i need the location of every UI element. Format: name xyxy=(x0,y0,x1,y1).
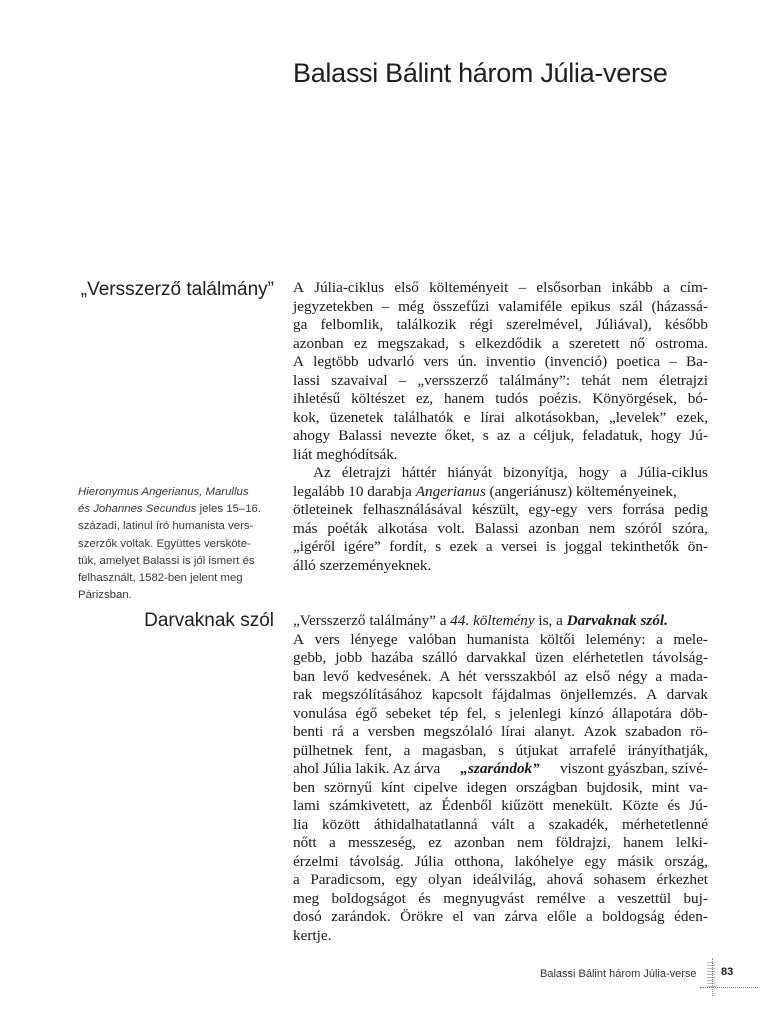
body-line: pülhetnek fent, a magasban, s útjukat arrafelé irányíthatják, xyxy=(293,741,708,759)
body-line: kok, üzenetek találhatók e lírai alkotásokban, „levelek” ezek, xyxy=(293,408,708,426)
footer-divider-vertical xyxy=(712,958,713,996)
body-line: Az életrajzi háttér hiányát bizonyítja, hogy a Júlia-ciklus xyxy=(313,464,708,481)
page-title: Balassi Bálint három Júlia-verse xyxy=(293,58,668,88)
body-line: „igéről igére” fordít, s ezek a versei is joggal tekinthetők ön- xyxy=(293,538,708,555)
body-line: A vers lényege valóban humanista költői lelemény: a mele- xyxy=(293,630,708,648)
footer-running-title: Balassi Bálint három Júlia-verse xyxy=(540,968,697,980)
body-line: más poéták alkotása volt. Balassi azonban nem szóról szóra, xyxy=(293,519,708,537)
body-line: benti rá a versben megszólaló lírai alanyt. Azok szabadon rö- xyxy=(293,723,708,740)
body-line-intro: „Versszerző találmány” a 44. költemény is, a Darvaknak szól. xyxy=(293,612,668,629)
margin-note-line: felhasznált, 1582-ben jelent meg xyxy=(78,572,243,585)
section-body-versszerzo xyxy=(293,279,708,575)
body-line: ben szörnyű kínt cipelve idegen országban bujdosik, mint va- xyxy=(293,778,708,796)
body-line: ga felbomlik, találkozik régi szerelmével, Júliával), később xyxy=(293,316,708,333)
body-line: a Paradicsom, egy olyan ideálvilág, ahová sohasem érkezhet xyxy=(293,871,708,888)
margin-note xyxy=(78,484,274,604)
body-line: ihletésű költészet ez, hanem tudós poézis. Könyörgések, bó- xyxy=(293,390,708,407)
footer-divider-horizontal xyxy=(700,987,758,988)
body-line: lami számkivetett, az Édenből kiűzött menekült. Közte és Jú- xyxy=(293,797,708,814)
body-line: liát meghódítsák. xyxy=(293,445,398,463)
margin-note-line: és Johannes Secundus jeles 15–16. xyxy=(78,503,262,516)
margin-note-line: tük, amelyet Balassi is jól ismert és xyxy=(78,554,255,567)
body-line: rak megszólításához kapcsolt fájdalmas önjellemzés. A darvak xyxy=(293,686,708,703)
body-line: ban levő kedvesének. A hét versszakból az első négy a mada- xyxy=(293,667,708,685)
footer-decoration xyxy=(707,962,715,988)
body-line: ötleteinek felhasználásával készült, egy-egy vers forrása pedig xyxy=(293,501,708,518)
page-number: 83 xyxy=(721,966,734,978)
body-line: jegyzetekben – még összefűzi valamiféle epikus szál (házassá- xyxy=(293,297,708,315)
margin-note-line: szerzők voltak. Együttes versköte- xyxy=(78,537,251,550)
body-line: azonban ez megszakad, s elkezdődik a szeretett nő ostroma. xyxy=(293,334,708,352)
margin-note-line: Hieronymus Angerianus, Marullus xyxy=(78,486,249,498)
section-heading-versszerzo: „Versszerző találmány” xyxy=(80,279,274,300)
body-line: legalább 10 darabja Angerianus (angeriánusz) költeményeinek, xyxy=(293,482,677,500)
margin-note-line: Párizsban. xyxy=(78,589,132,602)
body-line: álló szerzeményeknek. xyxy=(293,556,432,574)
body-line: dosó zarándok. Örökre el van zárva előle a boldogság éden- xyxy=(293,908,708,925)
body-line: vonulása égő sebeket tép fel, s jelenlegi kínzó állapotára döb- xyxy=(293,704,708,722)
body-line: A Júlia-ciklus első költeményeit – elsősorban inkább a cím- xyxy=(293,279,708,296)
body-line: meg boldogságot és megnyugvást remélve a veszettül buj- xyxy=(293,889,708,907)
body-line: kertje. xyxy=(293,926,332,944)
body-line: lassi szavaival – „versszerző találmány”: tehát nem életrajzi xyxy=(293,371,708,389)
body-line: A legtöbb udvarló vers ún. inventio (invenció) poetica – Ba- xyxy=(293,353,708,370)
body-line: gebb, jobb hazába szálló darvakkal üzen elérhetetlen távolság- xyxy=(293,649,708,666)
section-heading-darvaknak: Darvaknak szól xyxy=(144,610,274,631)
section-body-darvaknak xyxy=(293,612,708,945)
body-line: ahogy Balassi nevezte őket, s az a céljuk, feladatuk, hogy Jú- xyxy=(293,427,708,444)
body-line: nőtt a messzeség, ez azonban nem földrajzi, hanem lelki- xyxy=(293,834,708,851)
margin-note-line: századi, latinul író humanista vers- xyxy=(78,520,254,533)
body-line: lia között áthidalhatatlanná vált a szakadék, mérhetetlenné xyxy=(293,815,708,833)
body-line: érzelmi távolság. Júlia otthona, lakóhelye egy másik ország, xyxy=(293,852,708,870)
body-line: ahol Júlia lakik. Az árva „szarándok” viszont gyászban, szívé- xyxy=(293,760,708,777)
